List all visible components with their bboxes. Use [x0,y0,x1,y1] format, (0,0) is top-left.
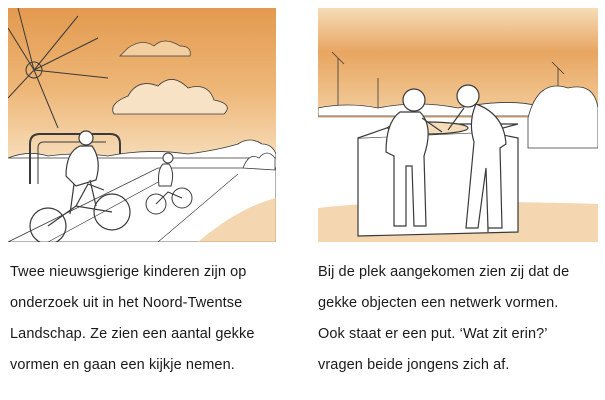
caption-line: Landschap. Ze zien een aantal gekke [10,326,255,342]
illustration-cycling [8,8,276,242]
caption-line: gekke objecten een netwerk vormen. [318,295,559,311]
sky [8,8,276,158]
illustration-well [318,8,598,242]
caption-line: vormen en gaan een kijkje nemen. [10,357,235,373]
caption-line: vragen beide jongens zich af. [318,357,510,373]
caption-right [318,257,605,381]
caption-line: Ook staat er een put. ‘Wat zit erin?’ [318,326,548,342]
caption-left [10,257,300,381]
caption-line: Twee nieuwsgierige kinderen zijn op [10,264,247,280]
caption-line: Bij de plek aangekomen zien zij dat de [318,264,570,280]
caption-line: onderzoek uit in het Noord-Twentse [10,295,243,311]
